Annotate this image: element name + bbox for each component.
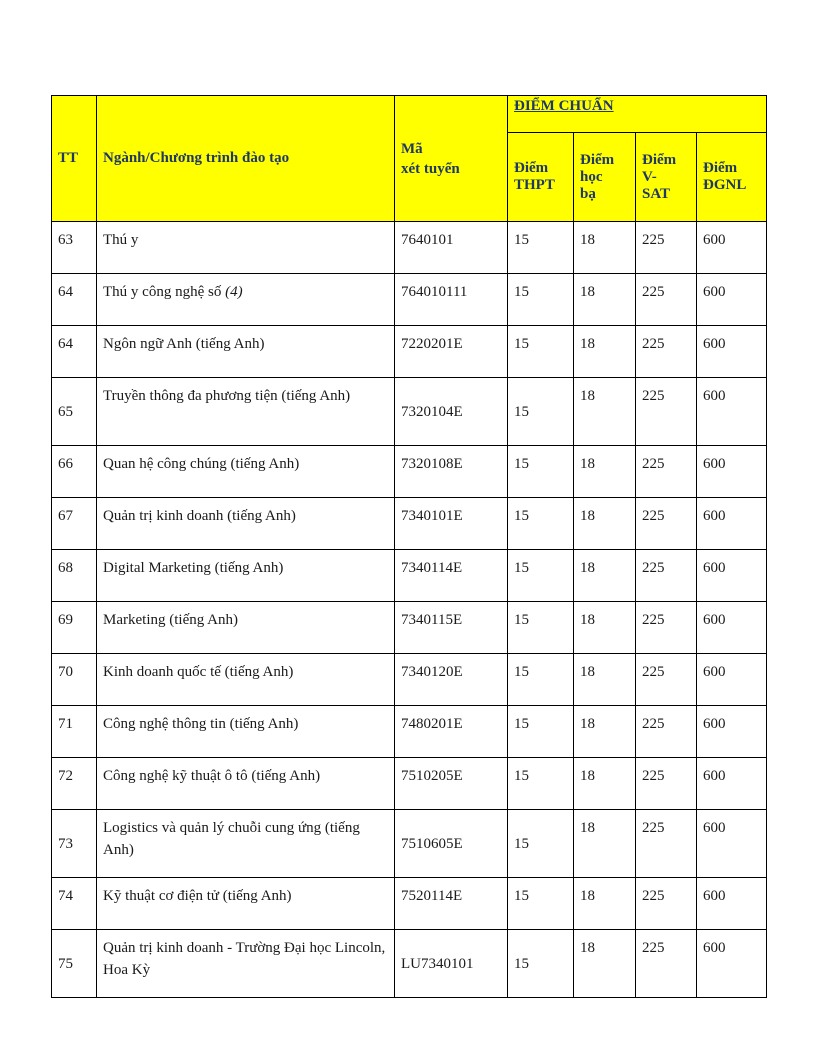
row-number-text: 74 xyxy=(58,888,73,904)
score-thpt xyxy=(508,810,574,878)
score-vsat xyxy=(636,758,697,810)
table-row xyxy=(52,326,767,378)
row-number xyxy=(52,498,97,550)
row-number-text: 71 xyxy=(58,716,73,732)
score-dgnl xyxy=(697,550,767,602)
admission-code-text: LU7340101 xyxy=(401,955,474,972)
col-header-dgnl-line1: Điểm xyxy=(703,160,738,176)
score-vsat-text: 225 xyxy=(642,284,665,300)
row-number xyxy=(52,378,97,446)
program-name-text: Công nghệ kỹ thuật ô tô (tiếng Anh) xyxy=(103,768,321,784)
score-vsat xyxy=(636,274,697,326)
admission-code xyxy=(395,222,508,274)
score-vsat-text: 225 xyxy=(642,232,665,248)
score-thpt-text: 15 xyxy=(514,508,529,524)
score-vsat xyxy=(636,446,697,498)
program-name xyxy=(97,222,395,274)
score-thpt-text: 15 xyxy=(514,560,529,576)
program-name-text: Thú y xyxy=(103,232,139,248)
score-vsat xyxy=(636,550,697,602)
admission-code-text: 7340115E xyxy=(401,612,463,628)
admission-code-text: 7340101E xyxy=(401,508,463,524)
score-vsat-text: 225 xyxy=(642,456,665,472)
row-number-text: 66 xyxy=(58,456,73,472)
admission-scores-table xyxy=(51,95,767,998)
table-row xyxy=(52,878,767,930)
program-name-text: Ngôn ngữ Anh (tiếng Anh) xyxy=(103,336,265,352)
admission-code-text: 7520114E xyxy=(401,888,463,904)
program-footnote: (4) xyxy=(225,284,243,300)
score-hocba xyxy=(574,654,636,706)
table-row xyxy=(52,654,767,706)
score-hocba xyxy=(574,446,636,498)
row-number xyxy=(52,446,97,498)
score-thpt xyxy=(508,446,574,498)
admission-code xyxy=(395,274,508,326)
score-dgnl xyxy=(697,602,767,654)
admission-code-text: 764010111 xyxy=(401,284,468,300)
score-thpt-text: 15 xyxy=(514,835,529,852)
col-header-tt: TT xyxy=(52,96,97,222)
admission-code-text: 7340114E xyxy=(401,560,463,576)
score-vsat xyxy=(636,326,697,378)
score-dgnl-text: 600 xyxy=(703,336,726,352)
score-dgnl-text: 600 xyxy=(703,664,726,680)
table-row xyxy=(52,758,767,810)
row-number xyxy=(52,706,97,758)
score-hocba-text: 18 xyxy=(580,888,595,904)
col-header-thpt-line1: Điểm xyxy=(514,160,549,176)
admission-code xyxy=(395,654,508,706)
score-vsat-text: 225 xyxy=(642,888,665,904)
admission-code-text: 7640101 xyxy=(401,232,454,248)
col-header-code-line1: Mã xyxy=(401,140,423,157)
row-number-text: 72 xyxy=(58,768,73,784)
program-name xyxy=(97,930,395,998)
score-hocba-text: 18 xyxy=(580,664,595,680)
program-name xyxy=(97,446,395,498)
table-row xyxy=(52,602,767,654)
score-thpt-text: 15 xyxy=(514,284,529,300)
score-dgnl xyxy=(697,446,767,498)
row-number xyxy=(52,930,97,998)
score-thpt xyxy=(508,378,574,446)
score-dgnl-text: 600 xyxy=(703,888,726,904)
row-number xyxy=(52,654,97,706)
admission-code-text: 7340120E xyxy=(401,664,463,680)
score-hocba-text: 18 xyxy=(580,336,595,352)
table-row xyxy=(52,446,767,498)
score-dgnl-text: 600 xyxy=(703,232,726,248)
score-thpt-text: 15 xyxy=(514,955,529,972)
score-dgnl-text: 600 xyxy=(703,940,726,956)
score-hocba-text: 18 xyxy=(580,612,595,628)
score-vsat xyxy=(636,498,697,550)
score-hocba-text: 18 xyxy=(580,284,595,300)
program-name-text: Logistics và quản lý chuỗi cung ứng (tiếng Anh) xyxy=(103,820,360,858)
score-thpt xyxy=(508,758,574,810)
program-name-text: Truyền thông đa phương tiện (tiếng Anh) xyxy=(103,388,351,404)
score-hocba xyxy=(574,706,636,758)
score-vsat xyxy=(636,810,697,878)
score-thpt xyxy=(508,602,574,654)
row-number-text: 70 xyxy=(58,664,73,680)
score-dgnl-text: 600 xyxy=(703,560,726,576)
score-vsat-text: 225 xyxy=(642,336,665,352)
program-name xyxy=(97,274,395,326)
col-group-cutoff-scores: ĐIỂM CHUẨN xyxy=(508,96,767,133)
score-dgnl-text: 600 xyxy=(703,768,726,784)
row-number xyxy=(52,326,97,378)
score-thpt-text: 15 xyxy=(514,336,529,352)
col-header-thpt-line2: THPT xyxy=(514,177,555,193)
score-vsat-text: 225 xyxy=(642,388,665,404)
score-thpt-text: 15 xyxy=(514,888,529,904)
admission-code-text: 7320104E xyxy=(401,403,463,420)
score-vsat-text: 225 xyxy=(642,820,665,836)
admission-code xyxy=(395,326,508,378)
score-thpt xyxy=(508,326,574,378)
admission-code xyxy=(395,378,508,446)
admission-code-text: 7480201E xyxy=(401,716,463,732)
row-number xyxy=(52,222,97,274)
score-hocba-text: 18 xyxy=(580,768,595,784)
score-vsat xyxy=(636,706,697,758)
col-header-hocba-line2: học xyxy=(580,168,603,185)
row-number-text: 64 xyxy=(58,336,73,352)
row-number-text: 75 xyxy=(58,955,73,972)
admission-code xyxy=(395,878,508,930)
program-name xyxy=(97,810,395,878)
score-hocba-text: 18 xyxy=(580,232,595,248)
table-row xyxy=(52,930,767,998)
table-row xyxy=(52,274,767,326)
row-number xyxy=(52,550,97,602)
row-number-text: 69 xyxy=(58,612,73,628)
row-number xyxy=(52,602,97,654)
program-name-text: Công nghệ thông tin (tiếng Anh) xyxy=(103,716,299,732)
score-dgnl xyxy=(697,654,767,706)
col-header-dgnl xyxy=(697,133,767,222)
row-number-text: 65 xyxy=(58,403,73,420)
score-hocba xyxy=(574,326,636,378)
score-dgnl-text: 600 xyxy=(703,612,726,628)
col-header-program: Ngành/Chương trình đào tạo xyxy=(97,96,395,222)
score-dgnl xyxy=(697,878,767,930)
score-dgnl-text: 600 xyxy=(703,456,726,472)
score-vsat xyxy=(636,878,697,930)
row-number-text: 68 xyxy=(58,560,73,576)
admission-code xyxy=(395,706,508,758)
score-thpt-text: 15 xyxy=(514,403,529,420)
program-name-text: Quản trị kinh doanh - Trường Đại học Lincoln, Hoa Kỳ xyxy=(103,940,386,978)
score-hocba xyxy=(574,930,636,998)
score-hocba xyxy=(574,758,636,810)
program-name-text: Digital Marketing (tiếng Anh) xyxy=(103,560,284,576)
score-thpt-text: 15 xyxy=(514,232,529,248)
admission-code xyxy=(395,602,508,654)
admission-code xyxy=(395,498,508,550)
program-name xyxy=(97,602,395,654)
table-row xyxy=(52,810,767,878)
admission-code xyxy=(395,550,508,602)
program-name xyxy=(97,878,395,930)
score-hocba xyxy=(574,602,636,654)
score-dgnl xyxy=(697,274,767,326)
table-row xyxy=(52,378,767,446)
score-hocba-text: 18 xyxy=(580,508,595,524)
score-dgnl-text: 600 xyxy=(703,716,726,732)
admission-code xyxy=(395,930,508,998)
score-vsat xyxy=(636,378,697,446)
table-body xyxy=(52,222,767,998)
score-vsat-text: 225 xyxy=(642,664,665,680)
col-header-vsat-line2: V- xyxy=(642,168,657,185)
col-header-code-line2: xét tuyển xyxy=(401,160,460,177)
score-dgnl xyxy=(697,758,767,810)
score-hocba-text: 18 xyxy=(580,456,595,472)
score-dgnl xyxy=(697,706,767,758)
score-dgnl xyxy=(697,930,767,998)
col-header-hocba-line3: bạ xyxy=(580,185,596,202)
program-name-text: Quản trị kinh doanh (tiếng Anh) xyxy=(103,508,296,524)
score-dgnl xyxy=(697,810,767,878)
score-thpt xyxy=(508,654,574,706)
score-hocba xyxy=(574,498,636,550)
score-vsat xyxy=(636,930,697,998)
score-hocba xyxy=(574,222,636,274)
admission-code xyxy=(395,758,508,810)
admission-code-text: 7320108E xyxy=(401,456,463,472)
score-hocba xyxy=(574,810,636,878)
score-thpt xyxy=(508,550,574,602)
row-number-text: 63 xyxy=(58,232,73,248)
program-name xyxy=(97,758,395,810)
program-name-text: Thú y công nghệ số xyxy=(103,284,226,300)
score-hocba-text: 18 xyxy=(580,560,595,576)
table-row xyxy=(52,706,767,758)
program-name-text: Marketing (tiếng Anh) xyxy=(103,612,238,628)
program-name-text: Quan hệ công chúng (tiếng Anh) xyxy=(103,456,300,472)
score-thpt-text: 15 xyxy=(514,716,529,732)
score-vsat-text: 225 xyxy=(642,768,665,784)
admission-code-text: 7510205E xyxy=(401,768,463,784)
table-row xyxy=(52,222,767,274)
score-thpt xyxy=(508,706,574,758)
score-vsat-text: 225 xyxy=(642,560,665,576)
program-name xyxy=(97,378,395,446)
row-number-text: 73 xyxy=(58,835,73,852)
score-vsat-text: 225 xyxy=(642,716,665,732)
admission-code-text: 7510605E xyxy=(401,835,463,852)
row-number-text: 67 xyxy=(58,508,73,524)
admission-code xyxy=(395,810,508,878)
row-number-text: 64 xyxy=(58,284,73,300)
score-dgnl xyxy=(697,326,767,378)
score-dgnl-text: 600 xyxy=(703,820,726,836)
col-header-thpt xyxy=(508,133,574,222)
col-header-vsat-line1: Điểm xyxy=(642,151,677,168)
score-thpt-text: 15 xyxy=(514,612,529,628)
score-thpt xyxy=(508,274,574,326)
score-thpt-text: 15 xyxy=(514,664,529,680)
program-name xyxy=(97,654,395,706)
score-dgnl-text: 600 xyxy=(703,388,726,404)
admission-code xyxy=(395,446,508,498)
score-vsat xyxy=(636,222,697,274)
program-name xyxy=(97,498,395,550)
score-hocba-text: 18 xyxy=(580,388,595,404)
score-hocba xyxy=(574,550,636,602)
score-vsat-text: 225 xyxy=(642,940,665,956)
score-hocba xyxy=(574,274,636,326)
score-hocba-text: 18 xyxy=(580,820,595,836)
row-number xyxy=(52,274,97,326)
admission-code-text: 7220201E xyxy=(401,336,463,352)
col-header-hocba xyxy=(574,133,636,222)
col-header-hocba-line1: Điểm xyxy=(580,151,615,168)
score-dgnl xyxy=(697,222,767,274)
score-vsat xyxy=(636,602,697,654)
col-header-vsat xyxy=(636,133,697,222)
score-vsat-text: 225 xyxy=(642,508,665,524)
program-name-text: Kinh doanh quốc tế (tiếng Anh) xyxy=(103,664,294,680)
score-vsat xyxy=(636,654,697,706)
score-dgnl-text: 600 xyxy=(703,284,726,300)
col-header-code xyxy=(395,96,508,222)
row-number xyxy=(52,758,97,810)
score-dgnl xyxy=(697,378,767,446)
score-dgnl xyxy=(697,498,767,550)
row-number xyxy=(52,878,97,930)
score-thpt xyxy=(508,222,574,274)
row-number xyxy=(52,810,97,878)
score-thpt xyxy=(508,498,574,550)
program-name xyxy=(97,706,395,758)
score-hocba xyxy=(574,378,636,446)
table-row xyxy=(52,550,767,602)
program-name-text: Kỹ thuật cơ điện tử (tiếng Anh) xyxy=(103,888,292,904)
score-thpt-text: 15 xyxy=(514,768,529,784)
score-hocba-text: 18 xyxy=(580,940,595,956)
score-hocba-text: 18 xyxy=(580,716,595,732)
score-thpt-text: 15 xyxy=(514,456,529,472)
score-thpt xyxy=(508,930,574,998)
score-dgnl-text: 600 xyxy=(703,508,726,524)
score-vsat-text: 225 xyxy=(642,612,665,628)
col-header-dgnl-line2: ĐGNL xyxy=(703,177,747,193)
score-hocba xyxy=(574,878,636,930)
program-name xyxy=(97,550,395,602)
table-row xyxy=(52,498,767,550)
col-header-vsat-line3: SAT xyxy=(642,185,671,202)
score-thpt xyxy=(508,878,574,930)
program-name xyxy=(97,326,395,378)
